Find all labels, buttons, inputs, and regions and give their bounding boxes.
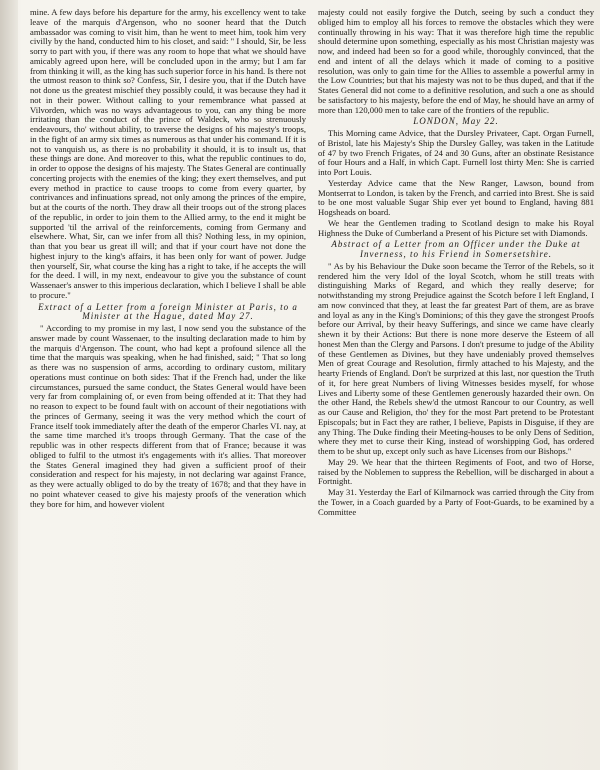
right-column xyxy=(318,8,594,764)
news-item-new-ranger: Yesterday Advice came that the New Ranger, Lawson, bound from Montserrat to London, is taken by the French, and carried into Brest. She is said to be one most valuable Sugar Ship ever yet bound to England, having 881 Hogsheads on board. xyxy=(318,177,594,217)
extract-heading: Extract of a Letter from a foreign Minister at Paris, to a Minister at the Hague, dated May 27. xyxy=(38,301,298,322)
extract-paragraph: " According to my promise in my last, I now send you the substance of the answer made by count Wassenaer, to the insulting declaration made to him by the marquis d'Argenson. The count, who had kept a profound silence all the time that the marquis was speaking, when he had finished, said; " That so long as there was no suspension of arms, according to ordinary custom, military operations must continue on both sides: That if the French had, under the like circumstances, pursued the same conduct, the States General would have been very far from complaining of, or even from being offended at it: That they had no reason to expect to be found fault with on account of their negotiations with the princes of Germany, seeing it was the very method which the court of France itself took immediately after the death of the emperor Charles VI. nay, at the same time marched it's troops through Germany. That the case of the republic was in other respects different from that of France; because it was obliged to fulfil to the utmost it's engagements with it's allies. That moreover the States General imagined they had given a sufficient proof of their consideration and respect for his majesty, in not declaring war against France, as they were actually obliged to do by the treaty of 1678; and that they have in no point whatever ceased to give his majesty proofs of the veneration which they bore for him, and however violent xyxy=(30,323,306,509)
two-column-layout xyxy=(30,8,594,764)
london-dateline: LONDON, May 22. xyxy=(413,116,499,127)
news-item-may-31: May 31. Yesterday the Earl of Kilmarnock was carried through the City from the Tower, in a Coach guarded by a Party of Foot-Guards, to be examined by a Committee xyxy=(318,487,594,517)
abstract-heading: Abstract of a Letter from an Officer under the Duke at Inverness, to his Friend in Somersetshire. xyxy=(331,239,581,259)
news-item-present: We hear the Gentlemen trading to Scotland design to make his Royal Highness the Duke of Cumberland a Present of his Picture set with Diamonds. xyxy=(318,217,594,238)
paragraph-continued-letter: mine. A few days before his departure for the army, his excellency went to take leave of the marquis d'Argenson, who no sooner heard that the Dutch ambassador was coming to visit him, than he went to meet him, took him very civilly by the hand, conducted him to his closet, and said: " I should, Sir, be less sorry to part with you, if there was any room to hope that what we should have amicably agreed upon here, will be concluded upon in the army; but I am far from thinking it will, as the king has such superior force in his hand. Is there not the utmost reason to think so? Confess, Sir, I desire you, that if the Dutch have not done us the greatest mischief they possibly could, it was because they had it not in their power. Without calling to your remembrance what passed at Vilvorden, which was no ways advantageous to you, can any thing be more irritating than the conduct of the prince of Waldeck, who so strenuously endeavours, tho' without ability, to traverse the designs of his majesty's troops, in the fight of an army six times as numerous as that under his command. If it is not to vanquish us, as there is no probability it should, it is to insult us, that these things are done. And moreover to this, what the republic continues to do, in order to oppose the designs of his majesty. The States General are continually concerting projects with the enemies of the king; they exert themselves, and put every method in practice to cause troops to come from every quarter, by contrivances and infinuations spread, not only among the princes of the empire, but at the courts of the north. They draw all their troops out of the strong places of the republic, in order to join them to the Allied army, to the end it might be supported 'til the arrival of the reinforcements, coming from Germany and elsewhere. What, Sir, can we infer from all this? Nothing less, in my opinion, than that you bear us great ill will; and that if your court have not done the highest injury to the king's affairs, it has been only for want of power. Judge then yourself, Sir, what course the king has a right to take, if he accepts the will for the deed. I will, in my next, endeavour to give you the substance of count Wassenaer's answer to this imperious declaration, which I believe I shall be able to procure." xyxy=(30,8,306,300)
news-item-may-29: May 29. We hear that the thirteen Regiments of Foot, and two of Horse, raised by the Noblemen to suppress the Rebellion, will be discharged in about a Fortnight. xyxy=(318,456,594,487)
abstract-paragraph: " As by his Behaviour the Duke soon became the Terror of the Rebels, so it rendered him the very Idol of the loyal Scotch, whom he still treats with distinguishing Marks of Regard, and which they really deserve; for notwithstanding my strong Prejudice against the Scotch before I left England, I am now convinced that they, at least the far greatest Part of them, are as brave and loyal as any in the King's Dominions; of this they gave the strongest Proofs before our Arrival, by their heavy Sufferings, and since we came have clearly shewn it by their Actions: But there is none more deserve the Esteem of all honest Men than the Clergy and Parsons. I don't presume to judge of the Ability of these Gentlemen as Divines, but they have undeniably proved themselves Men of great Courage and Resolution, firmly attached to his Majesty, and the hearty Friends of England. Don't be surprized at this last, nor question the Truth of it, for here great Numbers of living Witnesses besides myself, for whose Lives and Liberty some of these Gentlemen generously hazarded their own. On the other Hand, the Rebels shew'd the utmost Rancour to our Country, as well as our Cause and Religion, tho' they for the most Part pretend to be Protestant Episcopals; but in Fact they are rather, I believe, Papists in Disguise, if they are any Thing. The Duke finding their Meeting-houses to be only Dens of Sedition, where they met to curse their King, instead of worshipping God, has ordered them to be shut up, except only such as have Licenses from our Bishops." xyxy=(318,260,594,456)
news-item-privateer: This Morning came Advice, that the Dursley Privateer, Capt. Organ Furnell, of Bristol, late his Majesty's Ship the Dursley Galley, was taken in the Latitude of 47 by two French Frigates, of 24 and 30 Guns, after an obstinate Resistance of four Hours and a Half, in which Capt. Furnell lost thirty Men: She is carried into Port Louis. xyxy=(318,128,594,177)
left-column xyxy=(30,8,306,764)
paragraph-continued-answer: majesty could not easily forgive the Dutch, seeing by such a conduct they obliged him to employ all his forces to remove the obstacles which they were continually throwing in his way: That it was therefore high time the republic should determine upon something, especially as his most Christian majesty was now, and indeed had been so for a good while, thoroughly convinced, that the end and intent of all the delays which it made of coming to a positive resolution, was only to gain time for the Allies to assemble a powerful army in the Low Countries; but that his majesty was not to be thus duped, and that if the States General did not come to a definitive resolution, and such a one as should be satisfactory to his majesty, before the end of May, he should have an army of more than 120,000 men to take care of the frontiers of the republic. xyxy=(318,8,594,115)
page-binding-shadow xyxy=(0,0,18,770)
